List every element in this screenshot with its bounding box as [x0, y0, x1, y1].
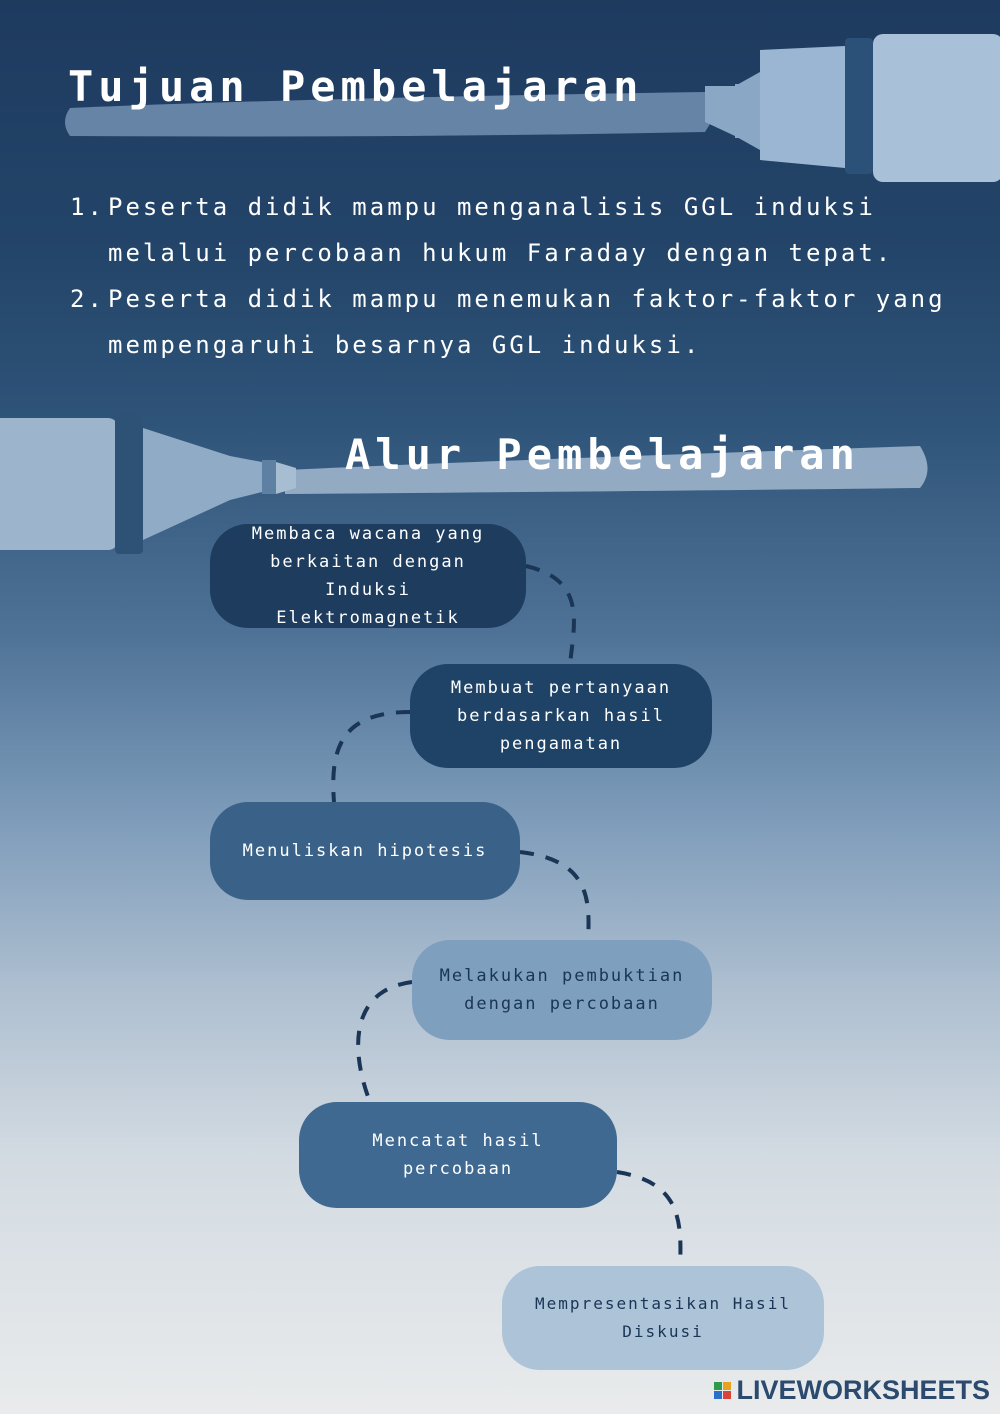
objective-item-1 — [70, 184, 970, 276]
flow-step-5: Mencatat hasil percobaan — [299, 1102, 617, 1208]
connector-2-3 — [333, 712, 410, 802]
learning-flow-title: Alur Pembelajaran — [345, 430, 860, 479]
flow-step-3: Menuliskan hipotesis — [210, 802, 520, 900]
objectives-list — [70, 184, 970, 368]
learning-objectives-title: Tujuan Pembelajaran — [68, 62, 644, 111]
objective-item-2 — [70, 276, 970, 368]
connector-3-4 — [520, 852, 589, 940]
brand-name: LIVEWORKSHEETS — [736, 1375, 990, 1405]
objective-number: 1. — [70, 193, 105, 221]
liveworksheets-brand[interactable] — [714, 1375, 990, 1406]
flow-step-1: Membaca wacana yang berkaitan dengan Induksi Elektromagnetik — [210, 524, 526, 628]
flow-step-4: Melakukan pembuktian dengan percobaan — [412, 940, 712, 1040]
liveworksheets-logo-icon — [714, 1382, 731, 1399]
marker-top-right-icon — [705, 34, 1000, 182]
objective-text: Peserta didik mampu menemukan faktor-faktor yang mempengaruhi besarnya GGL induksi. — [108, 285, 946, 359]
connector-1-2 — [526, 566, 574, 664]
objective-text: Peserta didik mampu menganalisis GGL induksi melalui percobaan hukum Faraday dengan tepat. — [108, 193, 894, 267]
flow-step-6: Mempresentasikan Hasil Diskusi — [502, 1266, 824, 1370]
flow-step-2: Membuat pertanyaan berdasarkan hasil pengamatan — [410, 664, 712, 768]
connector-5-6 — [617, 1172, 680, 1266]
objective-number: 2. — [70, 285, 105, 313]
connector-4-5 — [358, 982, 412, 1102]
